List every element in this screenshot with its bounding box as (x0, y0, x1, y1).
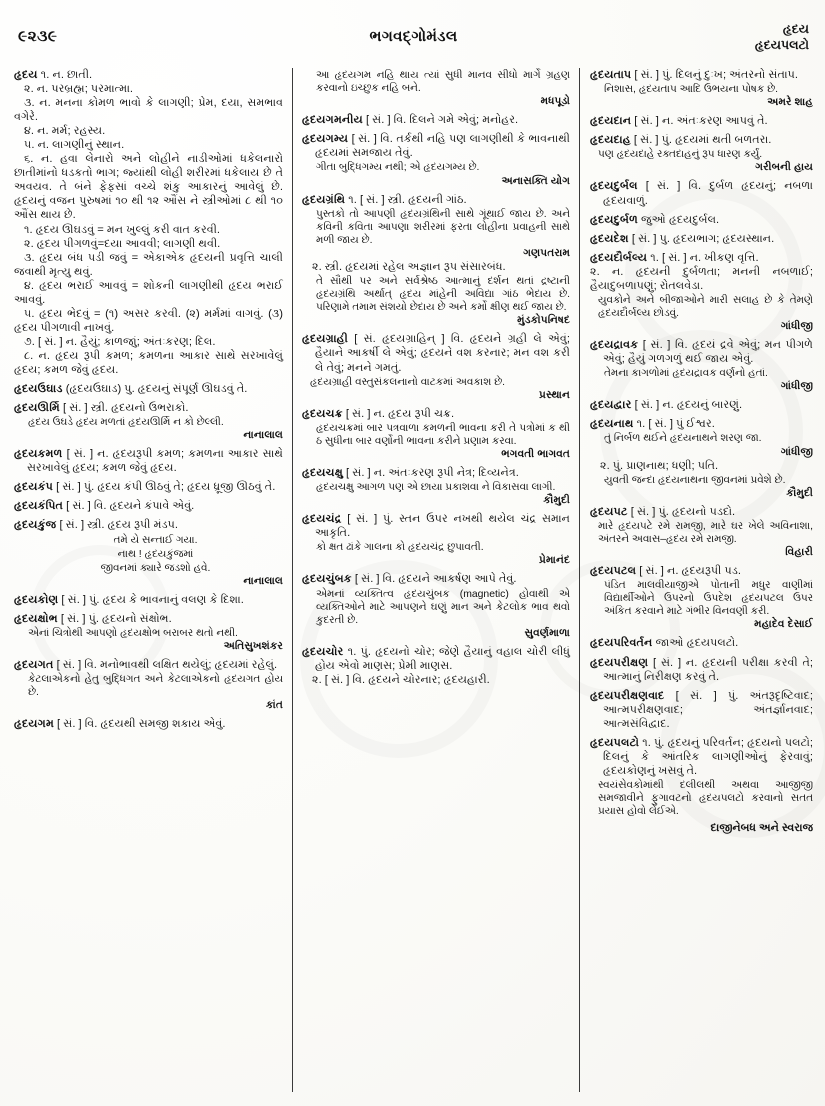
quotation-attribution: સુવર્ણમાળા (524, 627, 570, 639)
headword: હૃદયપટ (590, 505, 628, 518)
book-title: ભગવદ્ગોમંડલ (369, 28, 458, 45)
dictionary-entry (302, 132, 570, 187)
dictionary-entry (14, 717, 283, 731)
entry-quotation: નિશાસ, હૃદયતાપ આદિ ઉભયના પોષક છે. (604, 84, 779, 96)
quotation-attribution: નાનાલાલ (243, 430, 283, 442)
entry-sense: ૨. ન. હૃદયની દુર્બળતા; મનની નબળાઈ; હૈયાદુબળાપણું; રોતલવેડા. (590, 265, 813, 292)
entry-quotation: પણ હૃદયદાહે રક્તદાહનું રૂપ ધારણ કર્યું. (598, 149, 763, 161)
quotation-attribution: મહાદેવ દેસાઈ (754, 619, 813, 631)
headword: હૃદયકંપ (14, 481, 54, 494)
headword: હૃદયદ્વાર (590, 399, 632, 412)
entry-line: હૃદયદુર્બળ જુઓ હૃદયદુર્બલ. (590, 213, 720, 226)
dictionary-entry (302, 407, 570, 461)
dictionary-entry-continued (302, 69, 570, 108)
quotation-attribution: પ્રસ્થાન (539, 389, 570, 401)
headword: હૃદયગ્રાહી (302, 333, 348, 346)
entry-quotation: યુવકોને અને બીજાઓને મારી સલાહ છે કે તેમણે હૃદયદૌર્બલ્ય છોડવું. (598, 294, 813, 319)
entry-line: હૃદયચોર ૧. પું. હૃદયનો ચોર; જેણે હૈયાનું વહાલ ચોરી લીધું હોય એવો માણસ; પ્રેમી માણસ. (302, 645, 570, 672)
entry-sense: ૨. [ સં. ] વિ. હૃદયને ચોરનાર; હૃદયહારી. (312, 673, 490, 686)
entry-line: હૃદયગત [ સં. ] વિ. મનોભાવથી લક્ષિત થયેલું; હૃદયમાં રહેલું. (14, 659, 278, 672)
dictionary-entry (590, 114, 813, 128)
entry-line: હૃદયદેશ [ સં. ] પુ. હૃદયભાગ; હૃદયસ્થાન. (590, 232, 775, 245)
entry-quotation: ગીતા બુદ્ધિગમ્ય નથી; એ હૃદયગમ્ય છે. (316, 162, 480, 174)
entry-line: હૃદયગમનીય [ સં. ] વિ. દિલને ગમે એવું; મનોહર. (302, 114, 519, 127)
headword: હૃદયદુર્બલ (590, 180, 638, 193)
entry-line: હૃદયપલટો ૧. પું. હૃદયનું પરિવર્તન; હૃદયનો પલટો; દિલનું કે આંતરિક લાગણીઓનું ફેરવાવું; હૃદયકોણનું ખસવું તે. (590, 736, 813, 777)
quotation-attribution: અનાસક્તિ યોગ (501, 175, 570, 187)
entry-line: હૃદયદાહ [ સં. ] પું. હૃદયમાં થતી બળતરા. (590, 134, 772, 147)
entry-line: હૃદયકંપ [ સં. ] પું. હૃદય કંપી ઊઠવું તે; હૃદય ધ્રૂજી ઊઠવું તે. (14, 481, 276, 494)
dictionary-entry (590, 251, 813, 333)
dictionary-entry (590, 338, 813, 393)
entry-quotation: મારે હૃદયપટે રમે રામજી, મારે ઘર ખેલે અવિનાશા, અંતરને અવાસ–હૃદય રમે રામજી. (598, 520, 813, 545)
entry-quotation: એમનાં વ્યક્તિત્વ હૃદયચુંબક (magnetic) હોવાથી એ વ્યક્તિઓને માટે આપણને ઘણું માન અને કેટલોક ભાવ થવો કુદરતી છે. (316, 588, 570, 626)
headword: હૃદયદાહ (590, 134, 631, 147)
headword: હૃદયદુર્બળ (590, 213, 638, 226)
entry-quotation: જીવનમાં ક્યારે જડશો હવે. (100, 562, 211, 574)
quotation-attribution: ગરીબની હાય (755, 162, 813, 174)
quotation-attribution: ગાંધીજી (780, 321, 813, 332)
columns-container (14, 68, 813, 1092)
headword: હૃદયદ્રાવક (590, 339, 639, 352)
entry-quotation: કેટલાએકનો હેતુ બુદ્ધિગત અને કેટલાએકનો હૃદયગત હોય છે. (28, 674, 283, 699)
column-footer: દાજીનેબધ અને સ્વરાજ (710, 822, 813, 835)
entry-line: હૃદયકુંજ [ સં. ] સ્ત્રી. હૃદય રૂપી મંડપ. (14, 519, 179, 532)
entry-quotation: હૃદય ઉઘડે હૃદય મળતાં હૃદયઊર્મિ ન કો છેલ્લી. (28, 417, 224, 429)
entry-idiom: ૫. હૃદય ભેદવું = (૧) અસર કરવી. (૨) મર્મમાં વાગવું. (૩) હૃદય પીગળાવી નાખવું. (14, 307, 283, 334)
folio-number: ૯૨૩૯ (18, 28, 58, 45)
headword: હૃદયકુંજ (14, 519, 57, 532)
headword: હૃદયચંદ્ર (302, 513, 342, 526)
headword: હૃદયકમળ (14, 448, 63, 461)
headword: હૃદયગમ (14, 718, 54, 731)
dictionary-entry (302, 512, 570, 567)
entry-quotation: આ હૃદયગમ નહિ થાય ત્યાં સુધી માનવ સીધો માર્ગે ગ્રહણ કરવાનો ઇચ્છુક નહિ બને. (316, 70, 570, 95)
guide-words (755, 22, 809, 53)
quotation-attribution: વિહારી (785, 547, 813, 559)
entry-line: હૃદયચુંબક [ સં. ] વિ. હૃદયને આકર્ષણ આપે તેવું. (302, 573, 517, 586)
entry-sense: ૬. ન. હવા લેનારો અને લોહીને નાડીઓમાં ધકેલનારો છાતીમાંનો ધડકતો ભાગ; જ્યાંથી લોહી શરીરમાં ધકેલાય છે તે અવયવ. તે બંને ફેફસાં વચ્ચે શંકુ આકારનું આવેલું છે. હૃદયનું વજન પુરુષમાં ૧૦ થી ૧૨ ઔંસ ને સ્ત્રીઓમાં ૮ થી ૧૦ ઔંસ થાય છે. (14, 153, 283, 222)
entry-sense: ૫. ન. લાગણીનું સ્થાન. (24, 139, 125, 152)
entry-quotation: તું નિર્બળ થઈને હૃદયનાથને શરણ જા. (604, 433, 762, 445)
dictionary-entry (302, 572, 570, 639)
dictionary-entry (302, 113, 570, 127)
headword: હૃદયઉઘાડ (14, 383, 63, 396)
entry-line: હૃદયકોણ [ સં. ] પું. હૃદય કે ભાવનાનું વલણ કે દિશા. (14, 593, 244, 606)
quotation-attribution: પ્રેમાનંદ (539, 555, 570, 567)
quotation-attribution: મધપૂડો (540, 96, 570, 108)
dictionary-entry (14, 382, 283, 396)
entry-sense: ૮. ન. હૃદય રૂપી કમળ; કમળના આકાર સાથે સરખાવેલું હૃદય; કમળ જેવું હૃદય. (14, 349, 283, 376)
entry-line: હૃદયપટ [ સં. ] પું. હૃદયનો પડદો. (590, 505, 736, 518)
dictionary-entry (590, 689, 813, 731)
dictionary-entry (590, 656, 813, 684)
dictionary-entry (590, 564, 813, 631)
quotation-attribution: નાનાલાલ (243, 575, 283, 587)
entry-quotation: પુસ્તકો તો આપણી હૃદયગ્રંથિની સાથે ગૂંથાઈ જાય છે. અને કવિની કવિતા આપણા શરીરમાં ફરતા લોહીના પ્રવાહની સાથે મળી જાય છે. (316, 208, 570, 246)
column-left (14, 68, 292, 1092)
entry-line: હૃદયદ્વાર [ સં. ] ન. હૃદયનું બારણું. (590, 399, 743, 412)
quotation-attribution: કાંત (265, 700, 283, 712)
dictionary-entry (590, 133, 813, 174)
headword: હૃદયપલટો (590, 736, 639, 749)
entry-quotation: તમે યે સન્તાઈ ગયા. (113, 534, 198, 546)
dictionary-entry (14, 593, 283, 607)
headword: હૃદય (14, 69, 38, 81)
headword: હૃદયચોર (302, 645, 344, 658)
quotation-attribution: કૌમુદી (543, 495, 570, 507)
entry-line: હૃદયચંદ્ર [ સં. ] પું. સ્તન ઉપર નખથી થયેલ ચંદ્ર સમાન આકૃતિ. (302, 513, 570, 540)
headword: હૃદયનાથ (590, 418, 634, 431)
dictionary-entry (14, 612, 283, 653)
entry-sense: ૩. ન. મનના કોમળ ભાવો કે લાગણી; પ્રેમ, દયા, સમભાવ વગેરે. (14, 97, 283, 124)
quotation-attribution: ગાંધીજી (780, 446, 813, 458)
dictionary-entry (14, 518, 283, 587)
entry-quotation: તે સૌથી પર અને સર્વશ્રેષ્ઠ આત્માનું દર્શન થતાં દ્રષ્ટાની હૃદયગ્રંથિ અર્થાત્ હૃદય માંહેની અવિદ્યા ગાંઠ ભેદાય છે. પરિણામે તમામ સંશયો છેદાય છે અને કર્મો ક્ષીણ થઈ જાય છે. (316, 276, 570, 314)
dictionary-entry (590, 232, 813, 246)
quotation-attribution: ગણપતરામ (523, 247, 570, 259)
dictionary-entry (590, 636, 813, 650)
headword: હૃદયદૌર્બલ્ય (590, 251, 648, 264)
headword: હૃદયગત (14, 659, 54, 672)
headword: હૃદયપરિવર્તન (590, 637, 653, 650)
entry-line: હૃદયક્ષોભ [ સં. ] પું. હૃદયનો સંક્ષોભ. (14, 612, 172, 625)
guide-word-last: હૃદયપલટો (754, 37, 809, 52)
entry-line: હૃદયદુર્બલ [ સં. ] વિ. દુર્બળ હૃદયનું; નબળા હૃદયવાળું. (590, 180, 813, 207)
entry-line: હૃદયકમળ [ સં. ] ન. હૃદયરૂપી કમળ; કમળના આકાર સાથે સરખાવેલું હૃદય; કમળ જેવું હૃદય. (14, 448, 283, 475)
dictionary-entry (302, 466, 570, 507)
entry-quotation: પંડિત માલવીયાજીએ પોતાની મધુર વાણીમાં વિદ્યાર્થીઓને ઉપરનો ઉપદેશ હૃદયપટલ ઉપર અંકિત કરવાને માટે ગંભીર વિનવણી કરી. (604, 580, 813, 618)
quotation-attribution: કૌમુદી (786, 487, 813, 499)
entry-line: હૃદયચક્ર [ સં. ] ન. હૃદય રૂપી ચક્ર. (302, 407, 455, 420)
entry-line: હૃદયપરિવર્તન જાઓ હૃદયપલટો. (590, 637, 739, 650)
entry-line: હૃદય ૧. ન. છાતી. (14, 69, 93, 81)
headword: હૃદયપટલ (590, 565, 637, 578)
dictionary-entry (14, 499, 283, 513)
column-middle (292, 68, 579, 1092)
entry-idiom: ૨. હૃદય પીગળવું=દયા આવવી; લાગણી થવી. (24, 237, 221, 250)
entry-line: હૃદયદૌર્બલ્ય ૧. [ સં. ] ન. ખીકણ વૃત્તિ. (590, 251, 759, 264)
entry-sense: ૨. સ્ત્રી. હૃદયમાં રહેલ અજ્ઞાન રૂપ સંસારબંધ. (312, 260, 506, 273)
entry-quotation: એનાં ચિત્રોથી આપણો હૃદયક્ષોભ બરાબર થતો નથી. (28, 627, 238, 639)
guide-word-first: હૃદય (782, 22, 809, 36)
entry-line: હૃદયકંપિત [ સં. ] વિ. હૃદયને કંપાવે એવું. (14, 500, 195, 513)
entry-idiom: ૧. હૃદય ઊઘડવું = મન ખુલ્લું કરી વાત કરવી. (24, 223, 221, 236)
quotation-attribution: અમરે શાહ (767, 97, 813, 109)
entry-quotation: હૃદયગ્રાહી વસ્તુસંકલનાનો વાટકમાં અવકાશ છે. (310, 376, 506, 388)
headword: હૃદયચક્ર (302, 407, 343, 420)
dictionary-entry (14, 401, 283, 442)
dictionary-entry (590, 213, 813, 227)
page-header (18, 22, 809, 70)
headword: હૃદયગમનીય (302, 114, 363, 127)
headword: હૃદયપરીક્ષણ (590, 656, 649, 669)
entry-line: હૃદયઉઘાડ (હૃદયઉઘાડ) પુ. હૃદયનું સંપૂર્ણ ઊઘડવું તે. (14, 383, 248, 396)
quotation-attribution: ગાંધીજી (780, 381, 813, 393)
entry-quotation: સ્વયંસેવકોમાંથી દલીલથી અથવા આજીજી સમજાવીને ફુગાવટનો હૃદયપલટો કરવાનો સતત પ્રયાસ હોવો લેઈએ. (598, 779, 813, 818)
dictionary-entry (590, 398, 813, 412)
entry-idiom: ૩. હૃદય બંધ પડી જવું = એકાએક હૃદયની પ્રવૃત્તિ ચાલી જવાથી મૃત્યુ થવું. (14, 251, 283, 278)
headword: હૃદયઊર્મિ (14, 402, 60, 415)
quotation-attribution: અતિસુખશંકર (223, 641, 283, 653)
headword: હૃદયક્ષોભ (14, 612, 58, 625)
entry-line: હૃદયદાન [ સં. ] ન. અંતઃકરણ આપવું તે. (590, 115, 768, 128)
dictionary-entry (14, 480, 283, 494)
dictionary-entry (590, 505, 813, 559)
headword: હૃદયદાન (590, 115, 632, 128)
entry-line: હૃદયપટલ [ સં. ] ન. હૃદયરૂપી પડ. (590, 565, 741, 578)
dictionary-entry (590, 68, 813, 109)
dictionary-entry (590, 736, 813, 818)
dictionary-entry (14, 447, 283, 475)
entry-line: હૃદયચક્ષુ [ સં. ] ન. અંતઃકરણ રૂપી નેત્ર; દિવ્યનેત્ર. (302, 467, 519, 480)
entry-quotation: નાથ ! હૃદયકુંજમાં (117, 548, 194, 560)
entry-sense: ૪. ન. મર્મ; રહસ્ય. (24, 125, 106, 138)
headword: હૃદયગ્રંથિ (302, 193, 346, 206)
entry-idiom: ૪. હૃદય ભરાઈ આવવું = શોકની લાગણીથી હૃદય ભરાઈ આવવું. (14, 279, 283, 306)
entry-quotation: કો ક્ષત ઢાંકે ગાલના કો હૃદયચંદ્ર છુપાવતી. (316, 542, 484, 554)
dictionary-entry (590, 417, 813, 499)
quotation-attribution: ભગવતી ભાગવત (501, 448, 570, 460)
dictionary-entry (302, 193, 570, 328)
entry-quotation: હૃદયચક્ષુ આગળ પણ એ છાયા પ્રકાશવા ને વિકાસવા લાગી. (316, 482, 556, 494)
entry-line: હૃદયદ્રાવક [ સં. ] વિ. હૃદયં દ્રવે એવું; મન પીગળે એવું; હૈયું ગળગળું થઈ જાય એવું. (590, 339, 813, 366)
entry-sense: ૭. [ સં. ] ન. હૈયું; કાળજાું; અંતઃકરણ; દિલ. (24, 335, 216, 348)
headword: હૃદયતાપ (590, 69, 632, 81)
headword: હૃદયગમ્ય (302, 133, 349, 146)
dictionary-entry (302, 332, 570, 401)
entry-sense: ૨. પું. પ્રાણનાથ; ધણી; પતિ. (600, 459, 719, 472)
entry-line: હૃદયનાથ ૧. [ સં. ] પું ઈશ્વર. (590, 418, 715, 431)
headword: હૃદયદેશ (590, 232, 629, 245)
entry-quotation: યુવતી જન્દા હૃદયનાથના જીવનમાં પ્રવેશે છે. (604, 474, 786, 486)
headword: હૃદયચુંબક (302, 573, 352, 586)
headword: હૃદયકોણ (14, 593, 59, 606)
entry-line: હૃદયઊર્મિ [ સં. ] સ્ત્રી. હૃદયનો ઉભરાકો. (14, 402, 189, 415)
entry-line: હૃદયતાપ [ સં. ] પું. દિલનું દુઃખ; અંતરનો સંતાપ. (590, 69, 798, 81)
entry-sense: ૨. ન. પરબ્રહ્મ; પરમાત્મા. (24, 83, 134, 96)
dictionary-entry (14, 658, 283, 712)
headword: હૃદયકંપિત (14, 500, 64, 513)
dictionary-entry (14, 68, 283, 377)
entry-quotation: હૃદયચક્રમાં બાર પત્રવાળા કમળની ભાવના કરી તે પત્રોમાં ક થી ઠ સુધીના બાર વર્ણોની ભાવના કરીને પ્રણામ કરવા. (316, 422, 570, 447)
quotation-attribution: મુંડકોપનિષદ (517, 315, 570, 327)
entry-line: હૃદયગ્રાહી [ સં. હૃદયગ્રાહિન્ ] વિ. હૃદયને ગ્રહી લે એવું; હૈયાને આકર્ષી લે એવું; હૃદયને વશ કરનાર; મન વશ કરી લે તેવું; મનને ગમતું. (302, 333, 570, 374)
dictionary-entry (590, 179, 813, 207)
headword: હૃદયચક્ષુ (302, 467, 343, 480)
entry-line: હૃદયગમ્ય [ સં. ] વિ. તર્કથી નહિ પણ લાગણીથી કે ભાવનાથી હૃદયમાં સમજાય તેવું. (302, 133, 570, 160)
dictionary-entry (302, 645, 570, 687)
entry-line: હૃદયગ્રંથિ ૧. [ સં. ] સ્ત્રી. હૃદયની ગાંઠ. (302, 193, 467, 206)
headword: હૃદયપરીક્ષણવાદ (590, 689, 665, 702)
entry-line: હૃદયપરીક્ષણવાદ [ સં. ] પું. અંતરૂદૃષ્ટિવાદ; આત્મપરીક્ષણવાદ; અંતર્જ્ઞાનવાદ; આત્મસંવિદ્વાદ. (590, 689, 813, 730)
entry-line: હૃદયપરીક્ષણ [ સં. ] ન. હૃદયની પરીક્ષા કરવી તે; આત્માનું નિરીક્ષણ કરવું તે. (590, 656, 813, 683)
entry-quotation: તેમના કાગળોમાં હૃદયદ્રાવક વર્ણનો હતાં. (604, 368, 768, 380)
column-right (579, 68, 813, 1092)
entry-line: હૃદયગમ [ સં. ] વિ. હૃદયથી સમજી શકાય એવું. (14, 718, 226, 731)
